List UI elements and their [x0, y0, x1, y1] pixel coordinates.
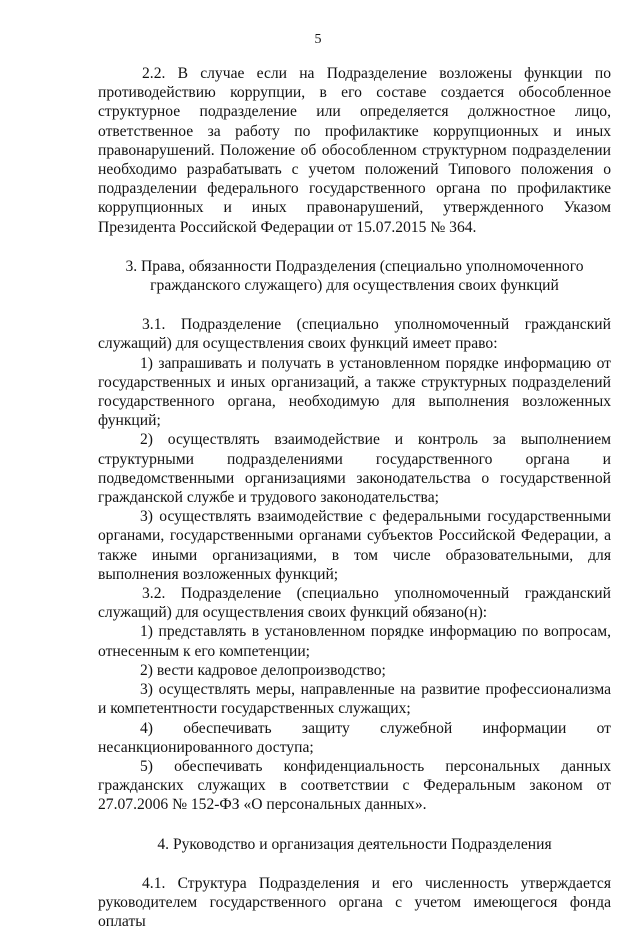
section-3-heading-line2: гражданского служащего) для осуществления своих функций [150, 277, 559, 295]
right-item-2: 2) осуществлять взаимодействие и контроль за выполнением структурными подразделениями государственного органа и подведомственными организациями законодательства о государственной гражданской службе и трудового законодательства; [98, 431, 611, 507]
section-4 [98, 835, 611, 931]
right-item-1: 1) запрашивать и получать в установленном порядке информацию от государственных и иных организаций, а также структурных подразделений государственного органа, необходимую для выполнения возложенных функций; [98, 354, 611, 430]
paragraph-4-1: 4.1. Структура Подразделения и его численность утверждается руководителем государственного органа с учетом имеющегося фонда оплаты [98, 874, 611, 931]
duty-item-4: 4) обеспечивать защиту служебной информации от несанкционированного доступа; [98, 719, 611, 756]
duty-item-1: 1) представлять в установленном порядке информацию по вопросам, отнесенным к его компетенции; [98, 623, 611, 660]
page-number: 5 [314, 32, 322, 47]
document-body [98, 64, 611, 931]
section-3-heading-line1: 3. Права, обязанности Подразделения (специально уполномоченного [125, 257, 584, 275]
section-3 [98, 257, 611, 815]
paragraph-3-1: 3.1. Подразделение (специально уполномоченный гражданский служащий) для осуществления своих функций имеет право: [98, 316, 611, 353]
paragraph-2-2: 2.2. В случае если на Подразделение возложены функции по противодействию коррупции, в его составе создается обособленное структурное подразделение или определяется должностное лицо, ответственное за работу по профилактике коррупционных и иных правонарушений. Положение об обособленном структурном подразделении необходимо разрабатывать с учетом положений Типового положения о подразделении федерального государственного органа по профилактике коррупционных и иных правонарушений, утвержденного Указом Президента Российской Федерации от 15.07.2015 № 364. [98, 65, 611, 236]
section-4-heading: 4. Руководство и организация деятельности Подразделения [157, 835, 552, 853]
right-item-3: 3) осуществлять взаимодействие с федеральными государственными органами, государственными органами субъектов Российской Федерации, а также иными организациями, в том числе образовательными, для выполнения возложенных функций; [98, 508, 611, 583]
duty-item-3: 3) осуществлять меры, направленные на развитие профессионализма и компетентности государственных служащих; [98, 681, 611, 718]
duty-item-2: 2) вести кадровое делопроизводство; [140, 661, 386, 679]
duty-item-5: 5) обеспечивать конфиденциальность персональных данных гражданских служащих в соответствии с Федеральным законом от 27.07.2006 № 152-ФЗ «О персональных данных». [98, 757, 611, 814]
paragraph-3-2: 3.2. Подразделение (специально уполномоченный гражданский служащий) для осуществления своих функций обязано(н): [98, 585, 611, 622]
